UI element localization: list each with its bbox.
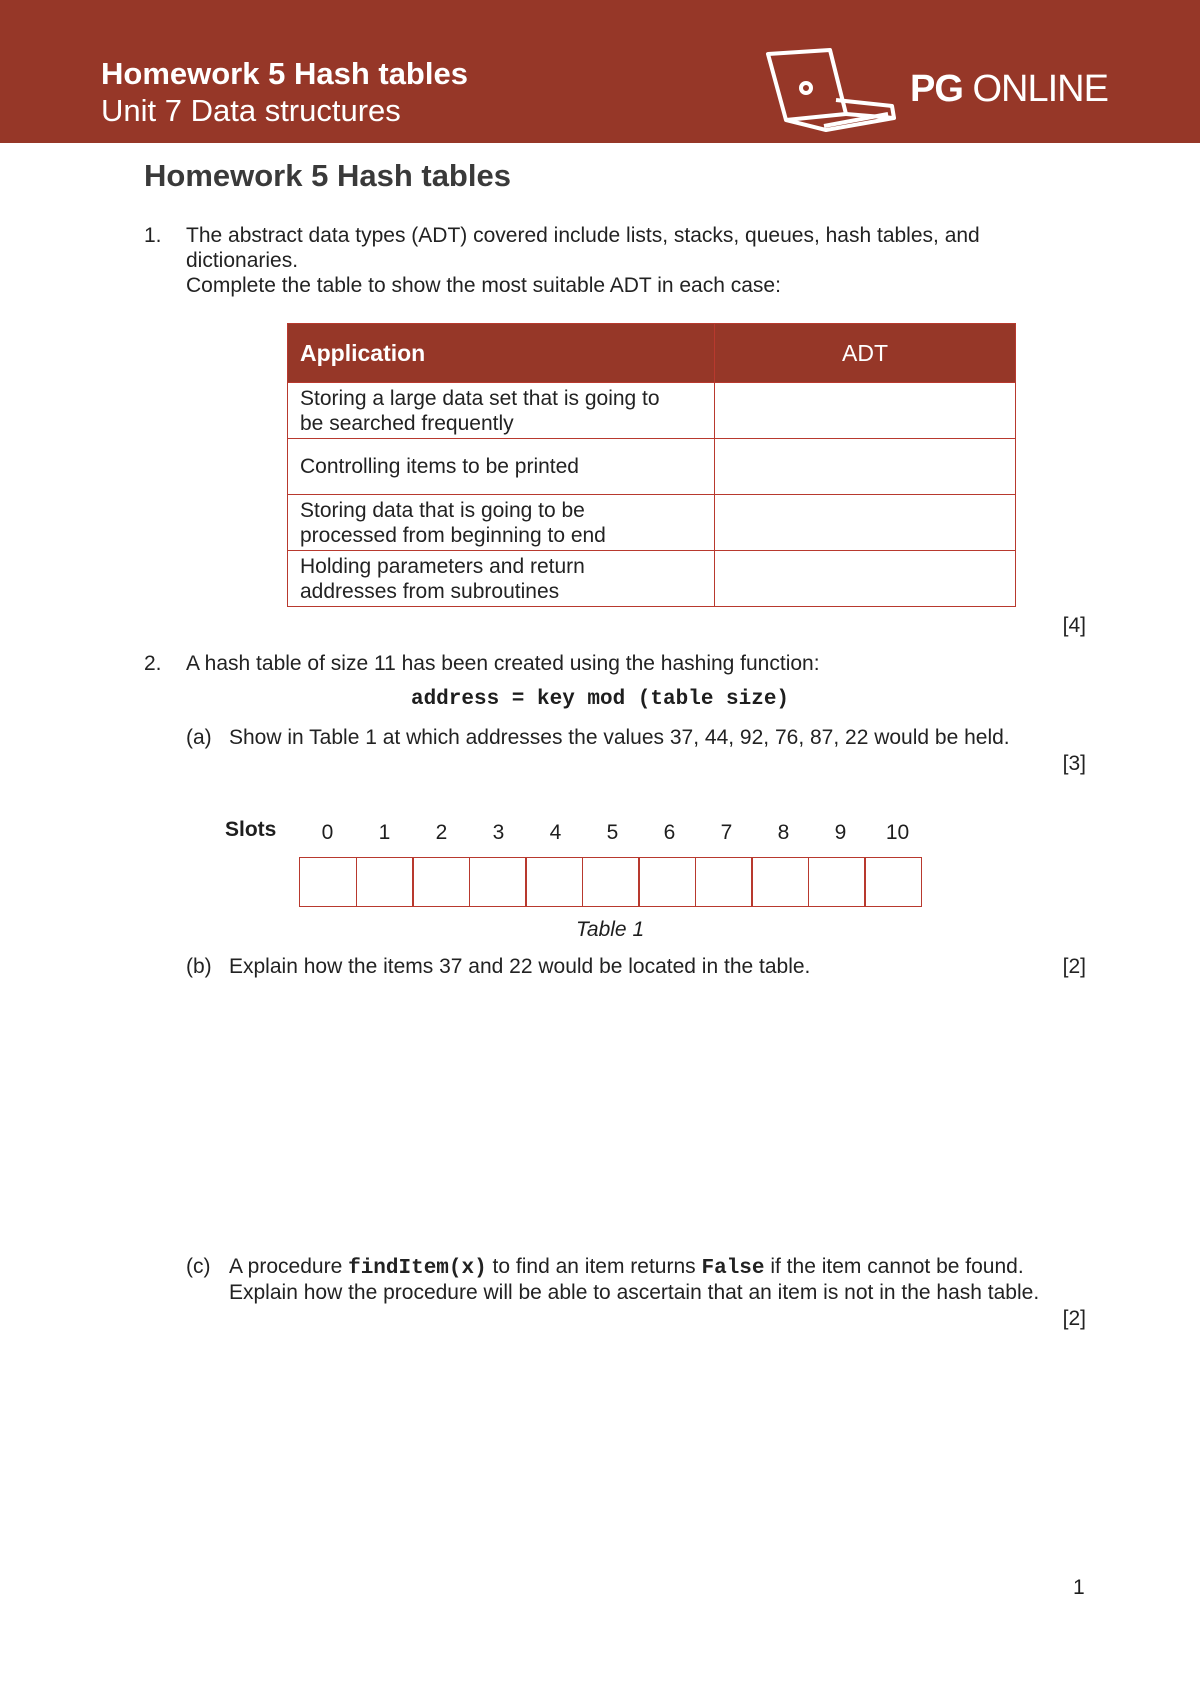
slot-number-5: 5 [606,821,619,844]
adt-table-header [288,324,1016,383]
slot-number-9: 9 [834,821,847,844]
slot-cell-4[interactable] [525,857,583,907]
q2c-line2: Explain how the procedure will be able to ascertain that an item is not in the hash table. [229,1281,1040,1304]
q1-mark: [4] [1062,614,1086,637]
header-application: Application [288,324,715,383]
slot-cell-6[interactable] [638,857,696,907]
code-false: False [701,1257,765,1280]
q1-line1: The abstract data types (ADT) covered include lists, stacks, queues, hash tables, and [186,224,980,247]
application-cell: Storing a large data set that is going to be searched frequently [288,383,715,439]
slot-number-4: 4 [549,821,562,844]
q2c-label: (c) [186,1255,211,1278]
header-subtitle: Unit 7 Data structures [101,93,401,128]
hash-table-slots [299,857,922,907]
slot-number-7: 7 [720,821,733,844]
table-caption: Table 1 [576,918,645,941]
logo-wordmark: PG ONLINE [910,68,1108,110]
q1-number: 1. [144,224,162,247]
adt-answer-cell[interactable] [715,383,1016,439]
q2a-text: Show in Table 1 at which addresses the values 37, 44, 92, 76, 87, 22 would be held. [229,726,1010,749]
slot-number-2: 2 [435,821,448,844]
q2a-mark: [3] [1062,752,1086,775]
table-row [288,439,1016,495]
hash-formula: address = key mod (table size) [410,688,790,711]
slot-number-6: 6 [663,821,676,844]
slot-cell-5[interactable] [582,857,640,907]
slot-cell-7[interactable] [695,857,753,907]
page-number: 1 [1073,1576,1085,1599]
q2b-text: Explain how the items 37 and 22 would be located in the table. [229,955,811,978]
slot-cell-10[interactable] [864,857,922,907]
header-title: Homework 5 Hash tables [101,56,468,91]
slot-number-8: 8 [777,821,790,844]
slot-cell-0[interactable] [299,857,357,907]
application-cell: Storing data that is going to be processed from beginning to end [288,495,715,551]
q1-line2: dictionaries. [186,249,299,272]
slot-number-10: 10 [885,821,910,844]
q2-number: 2. [144,652,162,675]
header-adt: ADT [715,324,1016,383]
q2a-label: (a) [186,726,212,749]
application-cell: Controlling items to be printed [288,439,715,495]
adt-table [287,323,1016,607]
q2b-label: (b) [186,955,212,978]
slot-cell-2[interactable] [412,857,470,907]
page-title: Homework 5 Hash tables [144,158,511,193]
table-row [288,495,1016,551]
table-row [288,383,1016,439]
slot-cell-1[interactable] [356,857,414,907]
application-cell: Holding parameters and return addresses from subroutines [288,551,715,607]
laptop-logo-icon [764,48,899,133]
code-finditem: findItem(x) [348,1257,487,1280]
slot-number-0: 0 [321,821,334,844]
q2-intro: A hash table of size 11 has been created using the hashing function: [186,652,820,675]
slot-cell-3[interactable] [469,857,527,907]
q2b-mark: [2] [1062,955,1086,978]
table-row [288,551,1016,607]
slots-label: Slots [225,818,277,841]
adt-answer-cell[interactable] [715,495,1016,551]
slot-cell-8[interactable] [751,857,809,907]
header-banner [0,0,1200,143]
adt-answer-cell[interactable] [715,439,1016,495]
slot-number-1: 1 [378,821,391,844]
adt-answer-cell[interactable] [715,551,1016,607]
q2c-text: A procedure findItem(x) to find an item returns False if the item cannot be found. [229,1255,1024,1280]
slot-number-3: 3 [492,821,505,844]
slot-cell-9[interactable] [808,857,866,907]
q2c-mark: [2] [1062,1307,1086,1330]
q1-line3: Complete the table to show the most suitable ADT in each case: [186,274,781,297]
